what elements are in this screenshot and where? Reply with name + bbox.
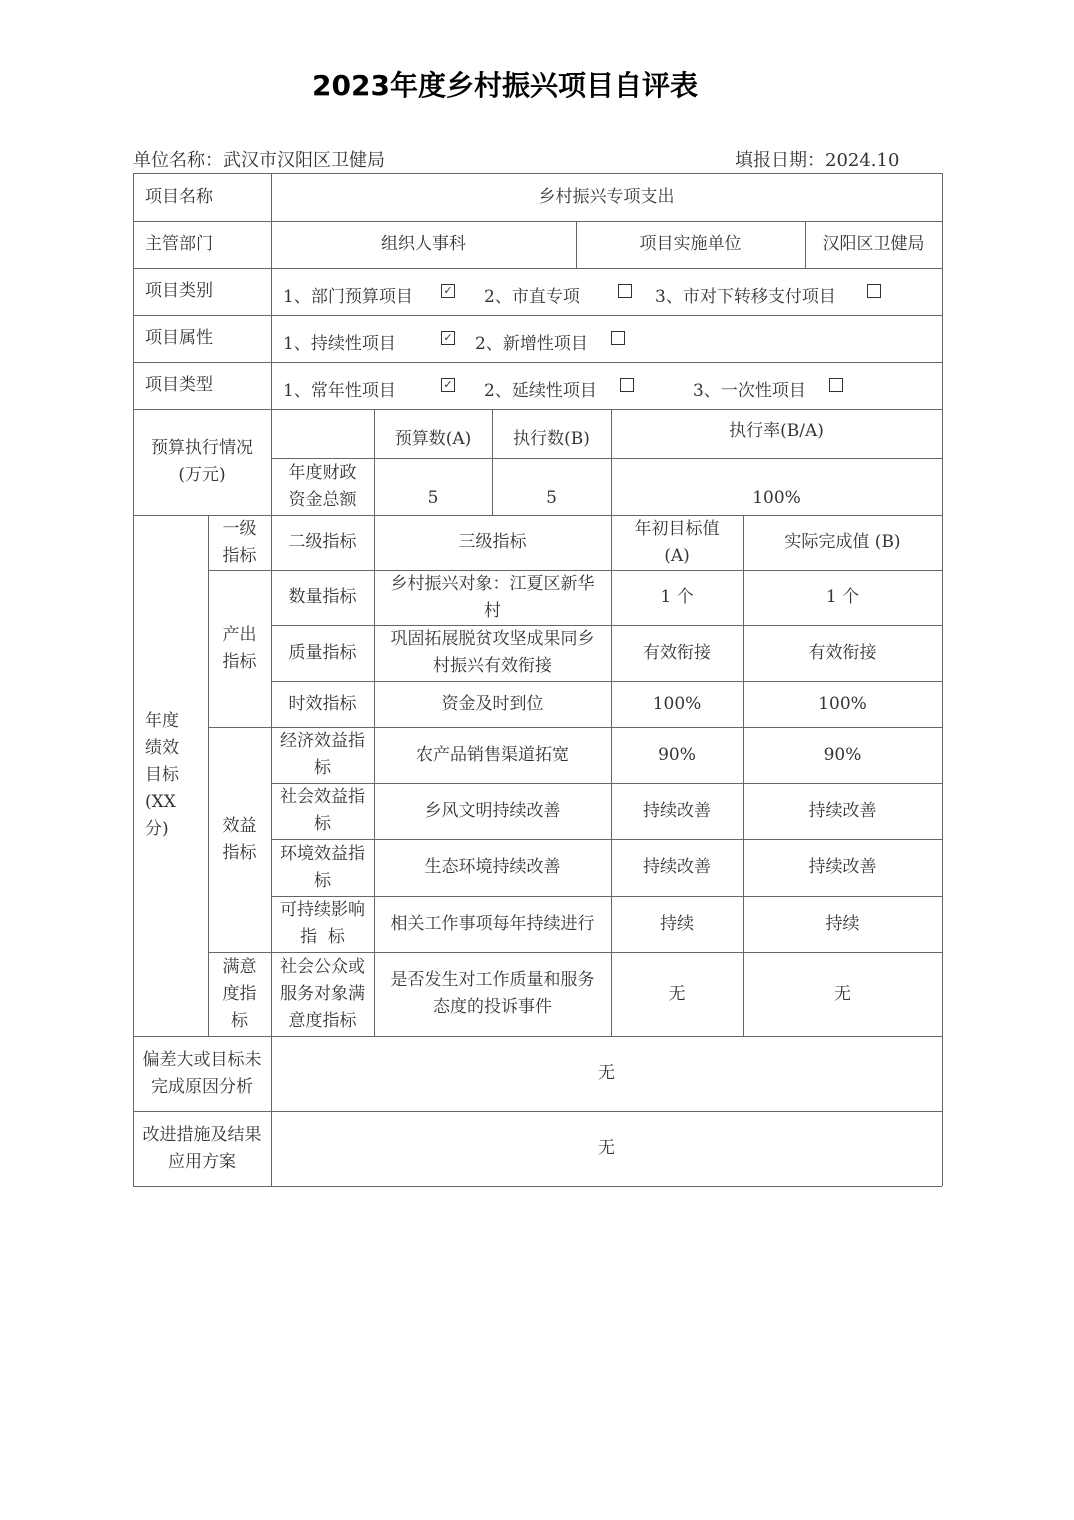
category-option-3: 3、市对下转移支付项目 — [655, 287, 836, 307]
indicator-level3 — [374, 952, 611, 1036]
indicator-level3-line: 村 — [484, 600, 501, 621]
impl-unit-value: 汉阳区卫健局 — [822, 234, 925, 254]
indicator-level3 — [374, 783, 611, 839]
unchecked-box-icon — [620, 378, 634, 392]
indicator-target — [611, 896, 743, 952]
budget-col-b: 执行数(B) — [513, 429, 590, 449]
indicator-level2-line: 环境效益指 — [280, 843, 365, 864]
indicator-actual — [743, 783, 942, 839]
group-label-line: 效益 — [222, 815, 257, 836]
indicator-target-line: 持续改善 — [643, 800, 711, 821]
budget-row-label-line1: 年度财政 — [288, 462, 357, 483]
budget-row-label-line2: 资金总额 — [288, 489, 357, 510]
header-actual — [743, 515, 942, 570]
category-option-1-checkbox[interactable] — [441, 282, 455, 302]
unit-name: 单位名称：武汉市汉阳区卫健局 — [133, 150, 385, 171]
indicator-actual-line: 持续改善 — [808, 800, 877, 821]
group-label — [208, 570, 271, 727]
checked-box-icon: ✓ — [441, 331, 455, 345]
header-level2 — [271, 515, 374, 570]
indicator-actual — [743, 625, 942, 681]
improve-value: 无 — [598, 1138, 615, 1158]
indicator-level2 — [271, 727, 374, 783]
header-actual-line: 实际完成值 (B) — [784, 532, 901, 552]
dept-label: 主管部门 — [145, 234, 213, 254]
indicator-level3-line: 资金及时到位 — [441, 693, 544, 714]
deviation-label-line1: 偏差大或目标未 — [142, 1049, 262, 1070]
header-level3-line: 三级指标 — [458, 532, 527, 552]
indicator-target-line: 无 — [668, 983, 686, 1004]
type-option-1-checkbox[interactable] — [441, 376, 455, 396]
indicator-target — [611, 952, 743, 1036]
indicator-level2-line: 质量指标 — [288, 642, 357, 663]
indicator-level2 — [271, 570, 374, 625]
indicator-level2-line: 指 标 — [300, 927, 345, 947]
type-option-2-checkbox[interactable] — [620, 376, 634, 396]
indicator-actual — [743, 681, 942, 727]
budget-col-rate: 执行率(B/A) — [729, 421, 824, 441]
category-option-2-checkbox[interactable] — [618, 282, 632, 302]
deviation-label-line2: 完成原因分析 — [151, 1076, 253, 1097]
budget-a-value: 5 — [427, 488, 439, 508]
checked-box-icon: ✓ — [441, 378, 455, 392]
indicator-target — [611, 681, 743, 727]
improve-label-line2: 应用方案 — [168, 1151, 236, 1172]
indicator-target — [611, 839, 743, 896]
indicator-target — [611, 570, 743, 625]
indicator-actual-line: 90% — [823, 744, 862, 765]
indicator-target-line: 1 个 — [660, 587, 694, 607]
indicator-level3-line: 农产品销售渠道拓宽 — [416, 744, 569, 765]
indicator-level3 — [374, 570, 611, 625]
budget-label — [133, 409, 271, 515]
header-target-line: (A) — [664, 545, 690, 566]
indicator-actual — [743, 896, 942, 952]
category-option-3-checkbox[interactable] — [867, 282, 881, 302]
indicator-level3 — [374, 681, 611, 727]
perf-section-label-line: 年度 — [145, 711, 179, 731]
group-label-line: 指标 — [222, 842, 257, 863]
indicator-actual-line: 持续改善 — [808, 857, 877, 877]
header-target-line: 年初目标值 — [634, 518, 720, 539]
indicator-actual — [743, 952, 942, 1036]
attribute-label: 项目属性 — [145, 328, 213, 348]
budget-rate-value: 100% — [752, 488, 801, 508]
perf-section-label-line: (XX — [145, 792, 176, 812]
budget-b-value: 5 — [546, 488, 557, 508]
attribute-option-1-checkbox[interactable] — [441, 329, 455, 349]
indicator-actual — [743, 727, 942, 783]
indicator-level2-line: 服务对象满 — [280, 983, 365, 1004]
attribute-option-2-checkbox[interactable] — [611, 329, 625, 349]
indicator-level3 — [374, 625, 611, 681]
header-target — [611, 515, 743, 570]
budget-label-line1: 预算执行情况 — [151, 438, 253, 458]
indicator-level3 — [374, 896, 611, 952]
indicator-level2 — [271, 681, 374, 727]
type-label: 项目类型 — [145, 375, 213, 395]
indicator-level2-line: 经济效益指 — [280, 731, 365, 751]
indicator-target — [611, 727, 743, 783]
indicator-target-line: 100% — [652, 693, 702, 714]
indicator-level3-line: 村振兴有效衔接 — [433, 656, 552, 676]
indicator-level3-line: 巩固拓展脱贫攻坚成果同乡 — [390, 629, 595, 649]
indicator-actual-line: 持续 — [825, 913, 860, 934]
perf-section-label-line: 分) — [145, 819, 169, 839]
indicator-actual — [743, 839, 942, 896]
indicator-level2-line: 可持续影响 — [280, 900, 365, 920]
category-label: 项目类别 — [145, 281, 213, 301]
indicator-level3-line: 相关工作事项每年持续进行 — [390, 913, 595, 934]
group-label-line: 满意 — [222, 956, 257, 977]
header-level1 — [208, 515, 271, 570]
attribute-option-1: 1、持续性项目 — [283, 334, 396, 354]
indicator-target-line: 持续 — [660, 913, 694, 934]
project-name-value: 乡村振兴专项支出 — [538, 186, 675, 207]
indicator-level2 — [271, 625, 374, 681]
budget-col-a: 预算数(A) — [394, 429, 472, 449]
header-level3 — [374, 515, 611, 570]
indicator-actual-line: 无 — [834, 983, 851, 1004]
indicator-level3-line: 是否发生对工作质量和服务 — [390, 970, 595, 990]
indicator-level3-line: 态度的投诉事件 — [433, 997, 552, 1017]
indicator-level2-line: 标 — [314, 870, 331, 891]
group-label-line: 度指 — [222, 983, 257, 1004]
type-option-3: 3、一次性项目 — [693, 381, 806, 401]
group-label — [208, 952, 271, 1036]
indicator-actual-line: 有效衔接 — [808, 642, 877, 663]
indicator-level2-line: 社会效益指 — [280, 787, 365, 807]
fill-date: 填报日期：2024.10 — [735, 150, 900, 171]
indicator-level2-line: 标 — [314, 758, 331, 778]
perf-section-label — [133, 515, 208, 1036]
attribute-option-2: 2、新增性项目 — [475, 334, 588, 354]
improve-label-line1: 改进措施及结果 — [142, 1124, 262, 1145]
deviation-label — [133, 1036, 271, 1111]
indicator-level2-line: 意度指标 — [288, 1010, 357, 1031]
indicator-target-line: 持续改善 — [643, 857, 711, 877]
group-label-line: 标 — [231, 1010, 248, 1031]
group-label-line: 指标 — [222, 651, 257, 672]
type-option-2: 2、延续性项目 — [484, 381, 597, 401]
header-level1-line: 指标 — [222, 545, 257, 566]
indicator-level2 — [271, 896, 374, 952]
indicator-level3-line: 生态环境持续改善 — [424, 857, 561, 877]
indicator-level2-line: 社会公众或 — [280, 956, 365, 977]
indicator-level3 — [374, 727, 611, 783]
checked-box-icon: ✓ — [441, 284, 455, 298]
indicator-level2-line: 数量指标 — [288, 587, 357, 607]
unchecked-box-icon — [618, 284, 632, 298]
header-level2-line: 二级指标 — [288, 532, 357, 552]
improve-label — [133, 1111, 271, 1186]
budget-label-line2: (万元) — [178, 465, 226, 485]
unchecked-box-icon — [867, 284, 881, 298]
deviation-value: 无 — [598, 1063, 615, 1083]
group-label-line: 产出 — [222, 624, 257, 645]
indicator-level2-line: 时效指标 — [288, 693, 357, 714]
category-option-1: 1、部门预算项目 — [283, 287, 413, 307]
project-name-label: 项目名称 — [145, 186, 213, 207]
indicator-target — [611, 625, 743, 681]
impl-unit-label: 项目实施单位 — [639, 234, 742, 254]
indicator-target-line: 90% — [658, 744, 696, 765]
unchecked-box-icon — [611, 331, 625, 345]
indicator-level3-line: 乡风文明持续改善 — [424, 800, 561, 821]
indicator-level3-line: 乡村振兴对象：江夏区新华 — [390, 573, 595, 594]
perf-section-label-line: 目标 — [145, 765, 179, 785]
header-level1-line: 一级 — [222, 518, 257, 539]
group-label — [208, 727, 271, 952]
dept-value: 组织人事科 — [381, 234, 466, 254]
indicator-level2 — [271, 839, 374, 896]
indicator-actual-line: 1 个 — [825, 587, 860, 607]
indicator-level3 — [374, 839, 611, 896]
indicator-actual — [743, 570, 942, 625]
unchecked-box-icon — [829, 378, 843, 392]
indicator-target-line: 有效衔接 — [643, 642, 711, 663]
type-option-3-checkbox[interactable] — [829, 376, 843, 396]
budget-row-label — [271, 458, 374, 515]
type-option-1: 1、常年性项目 — [283, 381, 396, 401]
indicator-target — [611, 783, 743, 839]
category-option-2: 2、市直专项 — [484, 287, 580, 307]
perf-section-label-line: 绩效 — [145, 738, 179, 758]
indicator-level2-line: 标 — [314, 814, 331, 834]
page-title: 2023年度乡村振兴项目自评表 — [312, 69, 698, 102]
indicator-level2 — [271, 952, 374, 1036]
indicator-actual-line: 100% — [818, 693, 867, 714]
indicator-level2 — [271, 783, 374, 839]
